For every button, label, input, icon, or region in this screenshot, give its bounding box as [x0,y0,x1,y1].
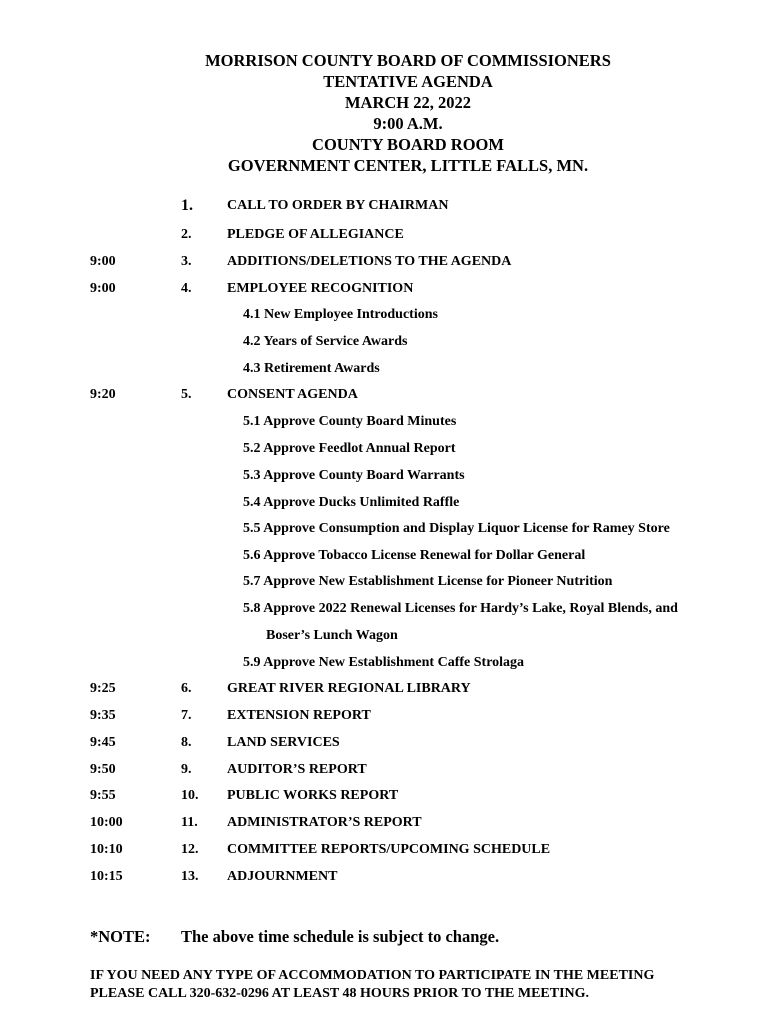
note-label: *NOTE: [90,927,151,946]
header-time: 9:00 A.M. [373,114,443,133]
item-title: ADMINISTRATOR’S REPORT [227,815,422,830]
agenda-item [0,733,770,753]
agenda-item [0,279,770,299]
item-time: 9:20 [90,387,116,402]
header-location: GOVERNMENT CENTER, LITTLE FALLS, MN. [227,156,589,175]
item-number: 5. [181,387,192,402]
item-time: 9:55 [90,788,116,803]
sub-item-continuation [0,626,770,646]
sub-item-label: 5.2 Approve Feedlot Annual Report [243,441,456,456]
item-title: EXTENSION REPORT [227,708,371,723]
item-title: LAND SERVICES [227,735,340,750]
sub-item-label: 4.1 New Employee Introductions [243,307,438,322]
item-title: COMMITTEE REPORTS/UPCOMING SCHEDULE [227,842,551,857]
item-number: 3. [181,254,192,269]
item-title: AUDITOR’S REPORT [227,762,367,777]
accommodation-line: IF YOU NEED ANY TYPE OF ACCOMMODATION TO PARTICIPATE IN THE MEETING [90,968,655,983]
sub-item [0,332,770,352]
sub-item [0,359,770,379]
sub-item [0,493,770,513]
item-time: 9:25 [90,681,116,696]
item-time: 9:45 [90,735,116,750]
sub-item-label: Boser’s Lunch Wagon [266,628,398,643]
sub-item [0,439,770,459]
item-number: 6. [181,681,192,696]
header-county-board: MORRISON COUNTY BOARD OF COMMISSIONERS [205,51,611,70]
agenda-item [0,786,770,806]
agenda-item [0,760,770,780]
agenda-item [0,679,770,699]
agenda-item [0,385,770,405]
agenda-item [0,252,770,272]
sub-item [0,412,770,432]
item-number: 12. [181,842,199,857]
sub-item [0,653,770,673]
sub-item-label: 5.6 Approve Tobacco License Renewal for Dollar General [243,548,586,563]
sub-item [0,305,770,325]
item-time: 10:15 [90,869,123,884]
header-tentative-agenda: TENTATIVE AGENDA [323,72,493,91]
sub-item-label: 5.7 Approve New Establishment License for Pioneer Nutrition [243,574,613,589]
sub-item-label: 5.4 Approve Ducks Unlimited Raffle [243,495,460,510]
sub-item-label: 5.5 Approve Consumption and Display Liquor License for Ramey Store [243,521,670,536]
sub-item [0,599,770,619]
item-time: 10:10 [90,842,123,857]
item-title: CONSENT AGENDA [227,387,358,402]
item-title: GREAT RIVER REGIONAL LIBRARY [227,681,471,696]
accommodation-notice [90,967,654,1003]
sub-item-label: 5.3 Approve County Board Warrants [243,468,465,483]
item-number: 1. [181,197,193,214]
item-title: PLEDGE OF ALLEGIANCE [227,227,404,242]
item-title: ADDITIONS/DELETIONS TO THE AGENDA [227,254,512,269]
item-title: PUBLIC WORKS REPORT [227,788,399,803]
sub-item-label: 4.2 Years of Service Awards [243,334,408,349]
item-number: 4. [181,281,192,296]
agenda-item [0,706,770,726]
item-time: 9:35 [90,708,116,723]
agenda-item [0,225,770,245]
header-date: MARCH 22, 2022 [344,93,472,112]
sub-item [0,546,770,566]
item-number: 7. [181,708,192,723]
item-number: 2. [181,227,192,242]
item-number: 11. [181,815,198,830]
sub-item [0,466,770,486]
item-number: 8. [181,735,192,750]
item-title: CALL TO ORDER BY CHAIRMAN [227,198,449,213]
item-time: 10:00 [90,815,123,830]
item-title: ADJOURNMENT [227,869,338,884]
sub-item [0,572,770,592]
sub-item-label: 5.8 Approve 2022 Renewal Licenses for Hardy’s Lake, Royal Blends, and [243,601,678,616]
item-title: EMPLOYEE RECOGNITION [227,281,414,296]
sub-item [0,519,770,539]
sub-item-label: 5.1 Approve County Board Minutes [243,414,457,429]
sub-item-label: 4.3 Retirement Awards [243,361,380,376]
item-time: 9:00 [90,254,116,269]
item-number: 13. [181,869,199,884]
item-number: 10. [181,788,199,803]
item-number: 9. [181,762,192,777]
header-room: COUNTY BOARD ROOM [312,135,504,154]
agenda-header [0,50,770,176]
item-time: 9:00 [90,281,116,296]
agenda-item [0,840,770,860]
agenda-item [0,196,770,216]
note-text: The above time schedule is subject to change. [181,927,500,946]
agenda-item [0,867,770,887]
accommodation-line: PLEASE CALL 320-632-0296 AT LEAST 48 HOURS PRIOR TO THE MEETING. [90,986,590,1001]
agenda-item [0,813,770,833]
item-time: 9:50 [90,762,116,777]
sub-item-label: 5.9 Approve New Establishment Caffe Strolaga [243,655,525,670]
